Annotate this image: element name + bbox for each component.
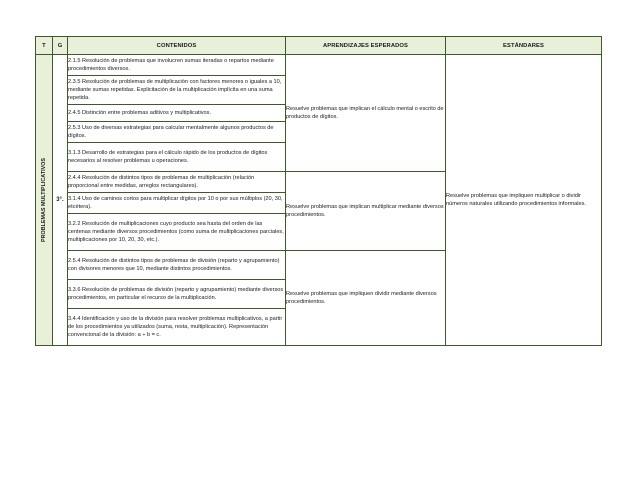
- header-row: [36, 37, 602, 55]
- curriculum-table: [35, 36, 602, 346]
- estandar-cell: Resuelve problemas que impliquen multiplicar o dividir números naturales utilizando procedimientos informales.: [446, 55, 602, 346]
- header-t: T: [36, 37, 53, 55]
- contenido-cell: 3.4.4 Identificación y uso de la división para resolver problemas multiplicativos, a partir de los procedimientos ya utilizados (suma, resta, multiplicación). Representación convencional de la división: a ÷ b = c.: [68, 309, 286, 346]
- contenido-cell: 2.5.3 Uso de diversas estrategias para calcular mentalmente algunos productos de dígitos.: [68, 122, 286, 143]
- aprendizaje-cell: Resuelve problemas que implican multiplicar mediante diversos procedimientos.: [286, 172, 446, 251]
- contenido-cell: 2.5.4 Resolución de distintos tipos de problemas de división (reparto y agrupamiento) con divisores menores que 10, mediante distintos procedimientos.: [68, 251, 286, 280]
- contenido-cell: 3.1.3 Desarrollo de estrategias para el cálculo rápido de los productos de dígitos necesarios al resolver problemas u operaciones.: [68, 143, 286, 172]
- contenido-cell: 2.4.5 Distinción entre problemas aditivos y multiplicativos.: [68, 105, 286, 122]
- header-contenidos: CONTENIDOS: [68, 37, 286, 55]
- header-estandares: ESTÁNDARES: [446, 37, 602, 55]
- header-aprendizajes: APRENDIZAJES ESPERADOS: [286, 37, 446, 55]
- contenido-cell: 2.3.5 Resolución de problemas de multiplicación con factores menores o iguales a 10, mediante sumas repetidas. Explicitación de la multiplicación implícita en una suma repetida.: [68, 76, 286, 105]
- contenido-cell: 2.4.4 Resolución de distintos tipos de problemas de multiplicación (relación proporcional entre medidas, arreglos rectangulares).: [68, 172, 286, 193]
- contenido-cell: 3.3.6 Resolución de problemas de división (reparto y agrupamiento) mediante diversos procedimientos, en particular el recurso de la multiplicación.: [68, 280, 286, 309]
- table-row: [36, 55, 602, 76]
- contenido-cell: 3.1.4 Uso de caminos cortos para multiplicar dígitos por 10 o por sus múltiplos (20, 30, etcétera).: [68, 193, 286, 214]
- aprendizaje-cell: Resuelve problemas que implican el cálculo mental o escrito de productos de dígitos.: [286, 55, 446, 172]
- contenido-cell: 2.1.5 Resolución de problemas que involucren sumas iteradas o repartos mediante procedimientos diversos.: [68, 55, 286, 76]
- grado-cell: 3°.: [53, 55, 68, 346]
- tema-cell: [36, 55, 53, 346]
- contenido-cell: 3.2.2 Resolución de multiplicaciones cuyo producto sea hasta del orden de las centenas mediante diversos procedimientos (como suma de multiplicaciones parciales, multiplicaciones por 10, 20, 30, etc.).: [68, 214, 286, 251]
- header-g: G: [53, 37, 68, 55]
- aprendizaje-cell: Resuelve problemas que impliquen dividir mediante diversos procedimientos.: [286, 251, 446, 346]
- tema-label: PROBLEMAS MULTIPLICATIVOS: [41, 158, 47, 242]
